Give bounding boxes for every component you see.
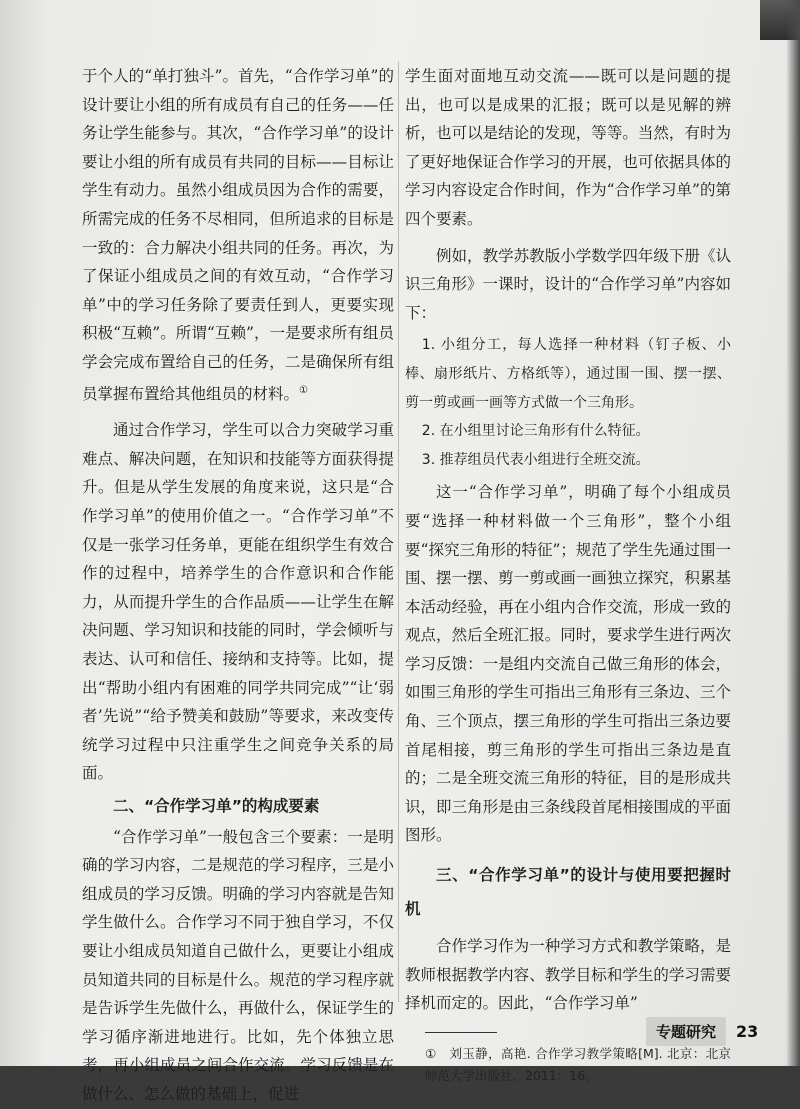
list-item: 2. 在小组里讨论三角形有什么特征。 bbox=[421, 423, 650, 440]
footnote-mark: ① bbox=[299, 384, 308, 396]
paragraph: “合作学习单”一般包含三个要素：一是明确的学习内容，二是规范的学习程序，三是小组成员的学习反馈。明确的学习内容就是告知学生做什么。合作学习不同于独自学习，不仅要让小组成员知道自己做什么，更要让小组成员知道共同的目标是什么。规范的学习程序就是告诉学生先做什么，再做什么，保证学生的学习循序渐进地进行。比如，先个体独立思考，再小组成员之间合作交流。学习反馈是在做什么、怎么做的基础上，促进 bbox=[82, 827, 394, 1103]
paragraph: 例如，教学苏教版小学数学四年级下册《认识三角形》一课时，设计的“合作学习单”内容如下： bbox=[405, 246, 731, 322]
section-heading: 三、“合作学习单”的设计与使用要把握时机 bbox=[405, 866, 731, 919]
paragraph: 学生面对面地互动交流——既可以是问题的提出，也可以是成果的汇报；既可以是见解的辨析，也可以是结论的发现，等等。当然，有时为了更好地保证合作学习的开展，也可依据具体的学习内容设定合作时间，作为“合作学习单”的第四个要素。 bbox=[405, 67, 731, 228]
page-edge-shadow bbox=[786, 0, 800, 1066]
paragraph bbox=[82, 62, 394, 408]
right-column bbox=[405, 62, 731, 1087]
left-column bbox=[82, 62, 394, 1109]
spine-shadow bbox=[0, 0, 45, 1066]
list-item: 3. 推荐组员代表小组进行全班交流。 bbox=[421, 451, 650, 468]
footnote-rule bbox=[425, 1032, 497, 1033]
example-list bbox=[405, 331, 731, 474]
section-heading: 二、“合作学习单”的构成要素 bbox=[113, 797, 320, 815]
paragraph: 合作学习作为一种学习方式和教学策略，是教师根据教学内容、教学目标和学生的学习需要择机而定的。因此，“合作学习单” bbox=[405, 937, 731, 1013]
page-footer bbox=[646, 1016, 758, 1046]
column-divider bbox=[398, 62, 399, 1002]
section-tag: 专题研究 bbox=[646, 1017, 726, 1046]
page-number: 23 bbox=[736, 1021, 759, 1041]
paragraph: 通过合作学习，学生可以合力突破学习重难点、解决问题，在知识和技能等方面获得提升。但是从学生发展的角度来说，这只是“合作学习单”的使用价值之一。“合作学习单”不仅是一张学习任务单，更能在组织学生有效合作的过程中，培养学生的合作意识和合作能力，从而提升学生的合作品质——让学生在解决问题、学习知识和技能的同时，学会倾听与表达、认可和信任、接纳和支持等。比如，提出“帮助小组内有困难的同学共同完成”“让‘弱者’先说”“给予赞美和鼓励”等要求，来改变传统学习过程中只注重学生之间竞争关系的局面。 bbox=[82, 421, 394, 783]
footnote: ① 刘玉静，高艳. 合作学习教学策略[M]. 北京：北京师范大学出版社，2011：16。 bbox=[425, 1045, 731, 1083]
paragraph: 这一“合作学习单”，明确了每个小组成员要“选择一种材料做一个三角形”，整个小组要“探究三角形的特征”；规范了学生先通过围一围、摆一摆、剪一剪或画一画独立探究，积累基本活动经验，再在小组内合作交流，形成一致的观点，然后全班汇报。同时，要求学生进行两次学习反馈：一是组内交流自己做三角形的体会，如围三角形的学生可指出三角形有三条边、三个角、三个顶点，摆三角形的学生可指出三条边要首尾相接，剪三角形的学生可指出三条边是直的；二是全班交流三角形的特征，目的是形成共识，即三角形是由三条线段首尾相接围成的平面图形。 bbox=[405, 483, 731, 845]
paragraph-text: 于个人的“单打独斗”。首先，“合作学习单”的设计要让小组的所有成员有自己的任务——任务让学生能参与。其次，“合作学习单”的设计要让小组的所有成员有共同的目标——目标让学生有动力。虽然小组成员因为合作的需要，所需完成的任务不尽相同，但所追求的目标是一致的：合力解决小组共同的任务。再次，为了保证小组成员之间的有效互动，“合作学习单”中的学习任务除了要责任到人，更要实现积极“互赖”。所谓“互赖”，一是要求所有组员学会完成布置给自己的任务，二是确保所有组员掌握布置给其他组员的材料。 bbox=[82, 67, 394, 403]
list-item: 1. 小组分工，每人选择一种材料（钉子板、小棒、扇形纸片、方格纸等），通过围一围、摆一摆、剪一剪或画一画等方式做一个三角形。 bbox=[405, 337, 731, 411]
